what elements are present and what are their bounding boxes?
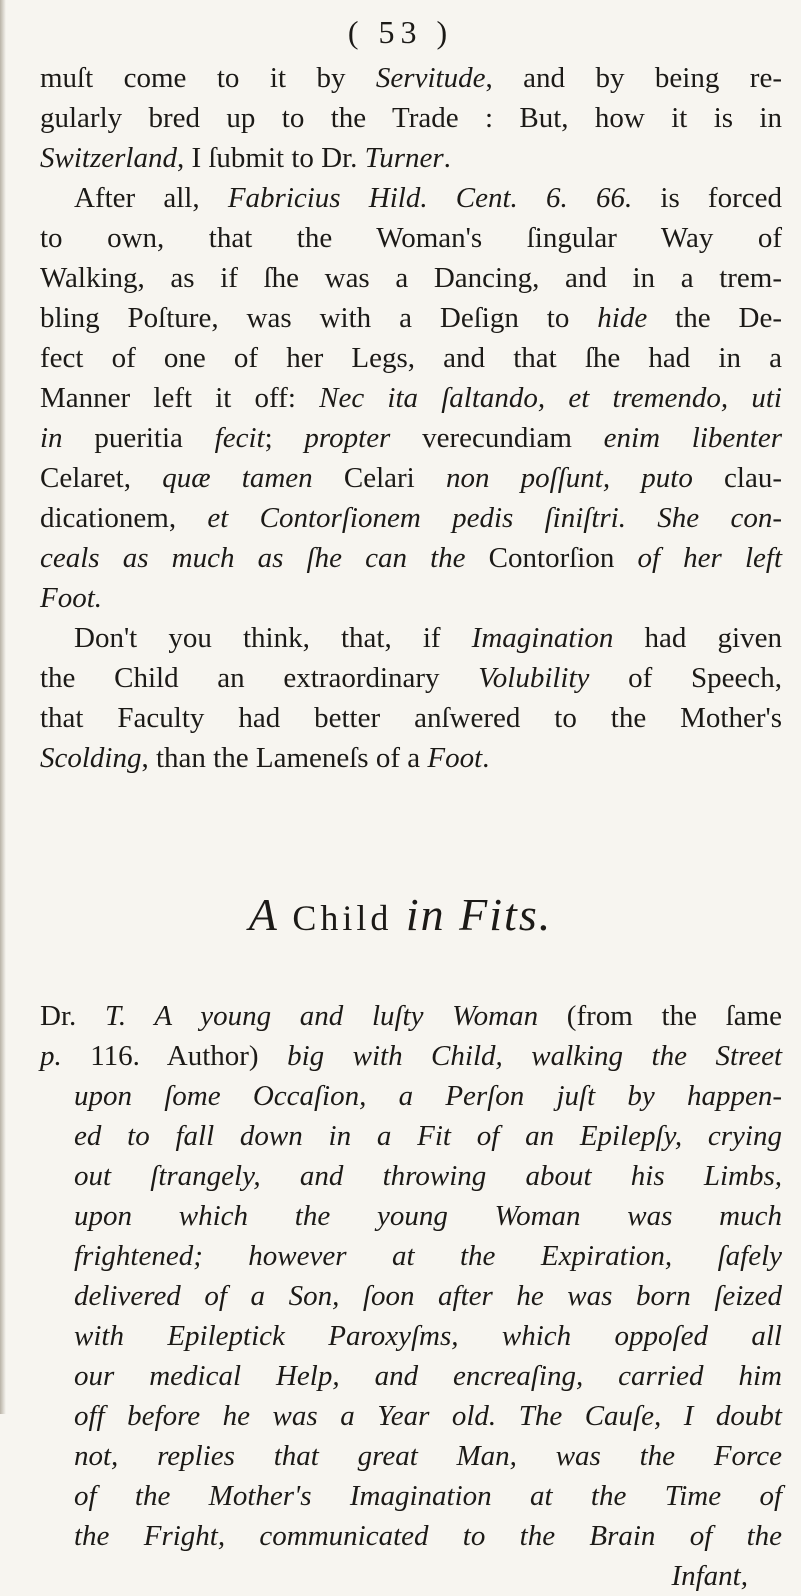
text-line: Dr. T. A young and luſty Woman (from the ſame <box>40 1000 782 1032</box>
text-line: p. 116. Author) big with Child, walking the Street <box>40 1040 783 1072</box>
text-line: Scolding, than the Lameneſs of a Foot. <box>40 742 490 774</box>
text-line: Celaret, quæ tamen Celari non poſſunt, puto clau- <box>40 462 783 494</box>
paragraph-imagination <box>40 618 782 778</box>
text-line: Switzerland, I ſubmit to Dr. Turner. <box>40 142 451 174</box>
text-line: Manner left it off: Nec ita ſaltando, et tremendo, uti <box>40 382 782 414</box>
text-line: the Child an extraordinary Volubility of Speech, <box>40 662 782 694</box>
text-line: gularly bred up to the Trade : But, how it is in <box>40 102 782 134</box>
text-line: dicationem, et Contorſionem pedis ſiniſtri. She con- <box>40 502 782 534</box>
text-line: fect of one of her Legs, and that ſhe had in a <box>40 342 782 374</box>
text-line: off before he was a Year old. The Cauſe, I doubt <box>74 1400 782 1432</box>
text-line: bling Poſture, was with a Deſign to hide the De- <box>40 302 782 334</box>
text-line: in pueritia fecit; propter verecundiam enim libenter <box>40 422 782 454</box>
text-line: Foot. <box>40 582 103 614</box>
text-line: muſt come to it by Servitude, and by being re- <box>40 62 782 94</box>
text-line: of the Mother's Imagination at the Time of <box>74 1480 782 1512</box>
text-line: ed to fall down in a Fit of an Epilepſy, crying <box>74 1120 782 1152</box>
text-line: delivered of a Son, ſoon after he was born ſeized <box>74 1280 782 1312</box>
text-line: upon ſome Occaſion, a Perſon juſt by happen- <box>74 1080 782 1112</box>
page-edge-shadow <box>0 0 6 1414</box>
text-line: with Epileptick Paroxyſms, which oppoſed all <box>74 1320 782 1352</box>
paragraph-fabricius <box>40 178 782 618</box>
paragraph-continuation <box>40 58 782 178</box>
text-line: our medical Help, and encreaſing, carried him <box>74 1360 782 1392</box>
paragraph-child-in-fits <box>40 996 782 1596</box>
page-number: ( 53 ) <box>347 14 454 50</box>
text-line: not, replies that great Man, was the Force <box>74 1440 782 1472</box>
text-line: Don't you think, that, if Imagination had given <box>74 622 782 654</box>
catchword: Infant, <box>671 1560 748 1592</box>
text-line: out ſtrangely, and throwing about his Limbs, <box>74 1160 782 1192</box>
text-line: that Faculty had better anſwered to the Mother's <box>40 702 782 734</box>
section-heading: A Child in Fits. <box>248 889 553 940</box>
text-line: After all, Fabricius Hild. Cent. 6. 66. is forced <box>74 182 782 214</box>
text-line: to own, that the Woman's ſingular Way of <box>40 222 782 254</box>
text-line: the Fright, communicated to the Brain of the <box>74 1520 782 1552</box>
text-line: upon which the young Woman was much <box>74 1200 782 1232</box>
text-line: ceals as much as ſhe can the Contorſion of her left <box>40 542 783 574</box>
text-line: frightened; however at the Expiration, ſafely <box>74 1240 782 1272</box>
text-line: Walking, as if ſhe was a Dancing, and in a trem- <box>40 262 782 294</box>
